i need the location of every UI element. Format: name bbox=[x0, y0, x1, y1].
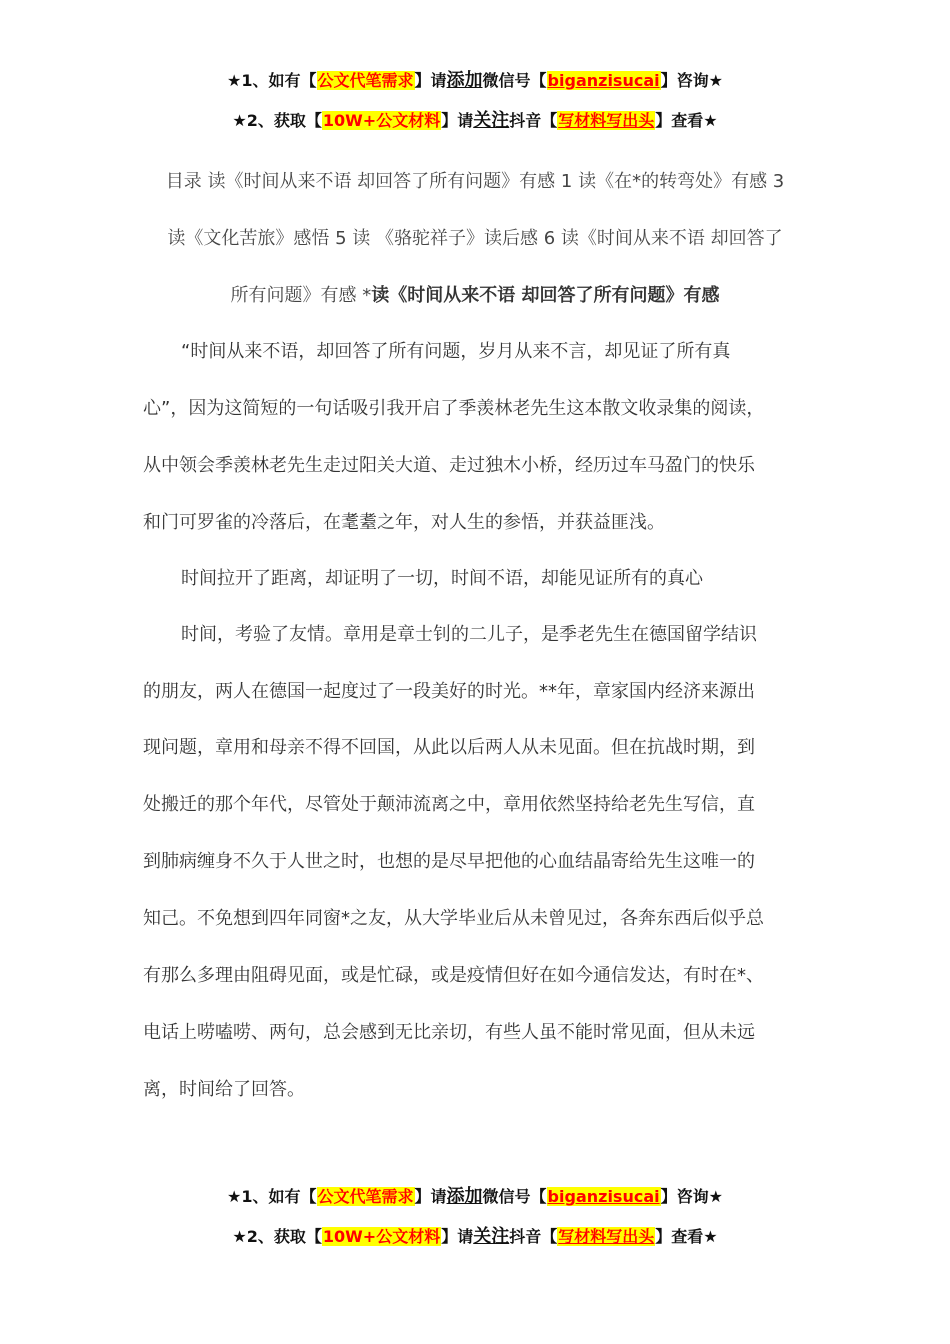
promo-suffix: 】咨询★ bbox=[660, 71, 723, 90]
wechat-id-link[interactable]: biganzisucai bbox=[547, 71, 660, 90]
promo-line-wechat bbox=[0, 69, 950, 93]
promo-prefix: ★2、获取【 bbox=[232, 111, 322, 130]
promo-highlight-materials: 10W+公文材料 bbox=[322, 111, 441, 130]
paragraph-line: 离，时间给了回答。 bbox=[143, 1079, 305, 1100]
promo-highlight-service: 公文代笔需求 bbox=[317, 1187, 414, 1206]
article-title: 读《时间从来不语 却回答了所有问题》有感 bbox=[371, 285, 720, 306]
promo-prefix: ★2、获取【 bbox=[232, 1227, 322, 1246]
promo-line-douyin bbox=[0, 109, 950, 133]
promo-line-wechat bbox=[0, 1185, 950, 1209]
paragraph-line: 到肺病缠身不久于人世之时，也想的是尽早把他的心血结晶寄给先生这唯一的 bbox=[143, 851, 755, 872]
promo-underline-add: 添加 bbox=[446, 70, 483, 91]
promo-underline-follow: 关注 bbox=[473, 110, 510, 131]
promo-highlight-service: 公文代笔需求 bbox=[317, 71, 414, 90]
toc-text: 所有问题》有感 * bbox=[230, 285, 372, 306]
paragraph-line: 和门可罗雀的冷落后，在耄耋之年，对人生的参悟，并获益匪浅。 bbox=[143, 512, 665, 533]
paragraph-line: 有那么多理由阻碍见面，或是忙碌，或是疫情但好在如今通信发达，有时在*、 bbox=[143, 965, 764, 986]
wechat-id-link[interactable]: biganzisucai bbox=[547, 1187, 660, 1206]
promo-prefix: ★1、如有【 bbox=[227, 1187, 317, 1206]
promo-line-douyin bbox=[0, 1225, 950, 1249]
paragraph-line: 时间拉开了距离，却证明了一切，时间不语，却能见证所有的真心 bbox=[181, 568, 703, 589]
paragraph-line: 时间，考验了友情。章用是章士钊的二儿子，是季老先生在德国留学结识 bbox=[181, 624, 757, 645]
promo-underline-follow: 关注 bbox=[473, 1226, 510, 1247]
promo-text: 】请 bbox=[414, 1187, 447, 1206]
promo-text: 微信号【 bbox=[482, 1187, 547, 1206]
paragraph-line: 从中领会季羡林老先生走过阳关大道、走过独木小桥，经历过车马盈门的快乐 bbox=[143, 455, 755, 476]
paragraph-line: 心”，因为这简短的一句话吸引我开启了季羡林老先生这本散文收录集的阅读， bbox=[143, 398, 765, 419]
paragraph-line: 现问题，章用和母亲不得不回国，从此以后两人从未见面。但在抗战时期，到 bbox=[143, 737, 755, 758]
paragraph-line: 的朋友，两人在德国一起度过了一段美好的时光。**年，章家国内经济来源出 bbox=[143, 681, 755, 702]
promo-underline-add: 添加 bbox=[446, 1186, 483, 1207]
promo-prefix: ★1、如有【 bbox=[227, 71, 317, 90]
promo-text: 微信号【 bbox=[482, 71, 547, 90]
paragraph-line: 电话上唠嗑唠、两句，总会感到无比亲切，有些人虽不能时常见面，但从未远 bbox=[143, 1022, 755, 1043]
toc-line: 读《文化苦旅》感悟 5 读 《骆驼祥子》读后感 6 读《时间从来不语 却回答了 bbox=[167, 228, 783, 249]
paragraph-line: 知己。不免想到四年同窗*之友，从大学毕业后从未曾见过，各奔东西后似乎总 bbox=[143, 908, 764, 929]
toc-line: 目录 读《时间从来不语 却回答了所有问题》有感 1 读《在*的转弯处》有感 3 bbox=[165, 171, 785, 192]
promo-highlight-materials: 10W+公文材料 bbox=[322, 1227, 441, 1246]
promo-text: 】请 bbox=[441, 111, 474, 130]
promo-text: 抖音【 bbox=[509, 111, 558, 130]
toc-line-title bbox=[135, 282, 815, 310]
promo-suffix: 】查看★ bbox=[655, 111, 718, 130]
promo-suffix: 】查看★ bbox=[655, 1227, 718, 1246]
douyin-account-link[interactable]: 写材料写出头 bbox=[558, 1227, 655, 1246]
paragraph-line: “时间从来不语，却回答了所有问题，岁月从来不言，却见证了所有真 bbox=[181, 341, 731, 362]
promo-text: 】请 bbox=[441, 1227, 474, 1246]
promo-text: 】请 bbox=[414, 71, 447, 90]
douyin-account-link[interactable]: 写材料写出头 bbox=[558, 111, 655, 130]
paragraph-line: 处搬迁的那个年代，尽管处于颠沛流离之中，章用依然坚持给老先生写信，直 bbox=[143, 794, 755, 815]
promo-suffix: 】咨询★ bbox=[660, 1187, 723, 1206]
promo-text: 抖音【 bbox=[509, 1227, 558, 1246]
